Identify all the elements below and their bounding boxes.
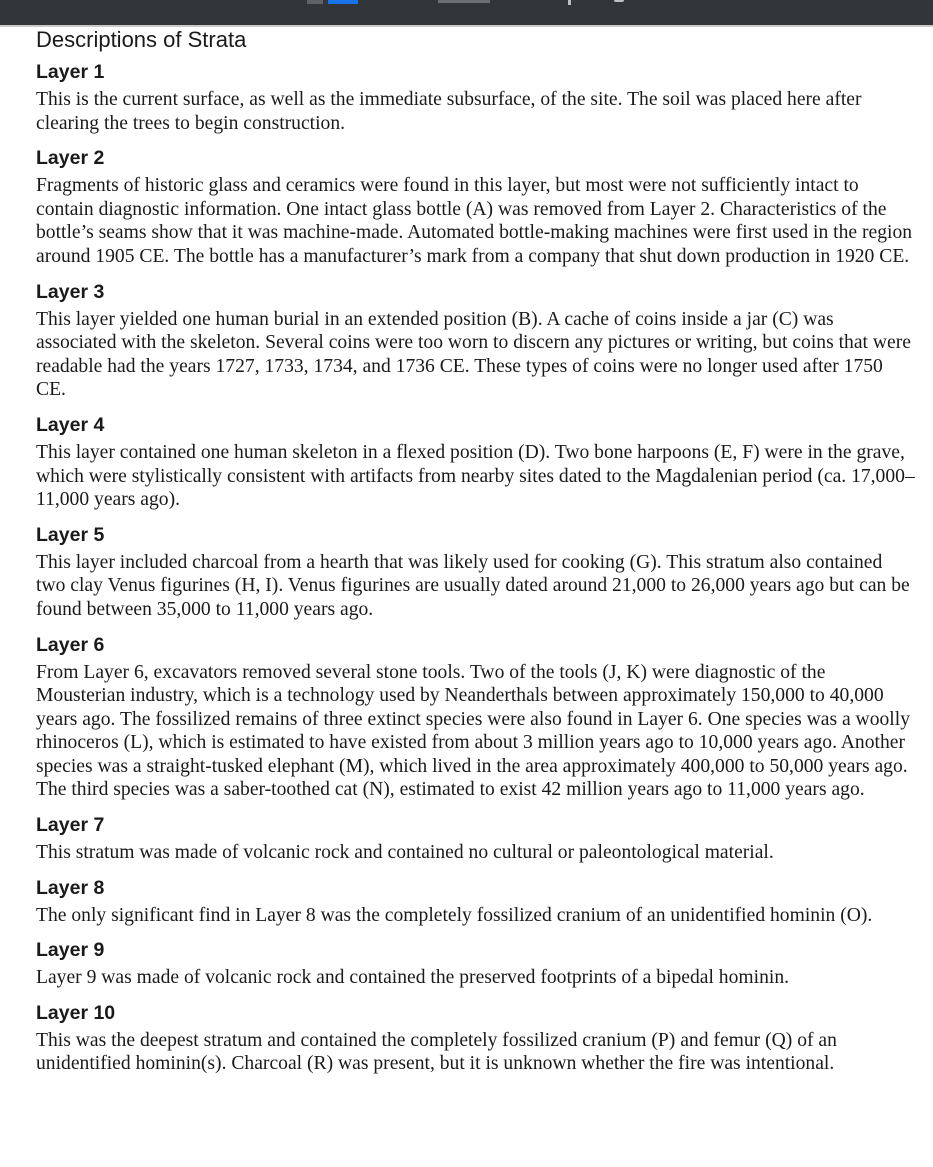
- layer-description: This layer yielded one human burial in an extended position (B). A cache of coins inside a jar (C) was associated with the skeleton. Several coins were too worn to discern any pictures or writing, but coins that were readable had the years 1727, 1733, 1734, and 1736 CE. These types of coins were no longer used after 1750 CE.: [36, 308, 911, 401]
- layer-section: [36, 876, 916, 928]
- layer-section: [36, 413, 916, 512]
- layer-section: [36, 1001, 916, 1076]
- layer-heading: Layer 10: [36, 1001, 116, 1024]
- layer-description: This layer contained one human skeleton in a flexed position (D). Two bone harpoons (E, F) were in the grave, which were stylistically consistent with artifacts from nearby sites dated to the Magdalenian period (ca. 17,000–11,000 years ago).: [36, 441, 915, 511]
- layer-section: [36, 633, 916, 803]
- layer-heading: Layer 6: [36, 633, 105, 656]
- layer-section: [36, 280, 916, 402]
- layer-description: Fragments of historic glass and ceramics were found in this layer, but most were not sufficiently intact to contain diagnostic information. One intact glass bottle (A) was removed from Layer 2. Characteristics of the bottle’s seams show that it was machine-made. Automated bottle-making machines were first used in the region around 1905 CE. The bottle has a manufacturer’s mark from a company that shut down production in 1920 CE.: [36, 175, 913, 267]
- layer-description: This was the deepest stratum and contained the completely fossilized cranium (P) and femur (Q) of an unidentified hominin(s). Charcoal (R) was present, but it is unknown whether the fire was intentional.: [36, 1029, 837, 1075]
- page-title: Descriptions of Strata: [36, 27, 247, 52]
- viewer-toolbar: [0, 0, 933, 25]
- layer-heading: Layer 1: [36, 61, 105, 83]
- layer-description: The only significant find in Layer 8 was the completely fossilized cranium of an unidentified hominin (O).: [36, 904, 873, 926]
- layer-description: This is the current surface, as well as the immediate subsurface, of the site. The soil was placed here after clearing the trees to begin construction.: [36, 89, 862, 134]
- layer-section: [36, 146, 916, 268]
- layer-heading: Layer 7: [36, 814, 105, 837]
- layer-section: [36, 523, 916, 622]
- toolbar-control-highlight[interactable]: [328, 0, 358, 4]
- layer-heading: Layer 9: [36, 939, 105, 962]
- toolbar-divider: [568, 0, 571, 5]
- layer-description: From Layer 6, excavators removed several stone tools. Two of the tools (J, K) were diagnostic of the Mousterian industry, which is a technology used by Neanderthals between approximately 150,000 to 40,000 years ago. The fossilized remains of three extinct species were also found in Layer 6. One species was a woolly rhinoceros (L), which is estimated to have existed from about 3 million years ago to 10,000 years ago. Another species was a straight-tusked elephant (M), which lived in the area approximately 400,000 to 50,000 years ago. The third species was a saber-toothed cat (N), estimated to exist 42 million years ago to 11,000 years ago.: [36, 661, 910, 801]
- layer-section: [36, 813, 916, 865]
- layer-heading: Layer 3: [36, 280, 105, 303]
- layer-heading: Layer 4: [36, 413, 105, 436]
- layer-heading: Layer 8: [36, 876, 105, 899]
- layer-description: This stratum was made of volcanic rock and contained no cultural or paleontological material.: [36, 842, 774, 864]
- rotate-icon[interactable]: [614, 0, 624, 2]
- layer-heading: Layer 2: [36, 147, 105, 170]
- document-page: [36, 26, 916, 1087]
- layer-description: This layer included charcoal from a hearth that was likely used for cooking (G). This stratum also contained two clay Venus figurines (H, I). Venus figurines are usually dated around 21,000 to 26,000 years ago but can be found between 35,000 to 11,000 years ago.: [36, 551, 910, 620]
- layer-section: [36, 60, 916, 135]
- layer-description: Layer 9 was made of volcanic rock and contained the preserved footprints of a bipedal hominin.: [36, 967, 790, 989]
- layer-heading: Layer 5: [36, 523, 105, 546]
- toolbar-control-left[interactable]: [307, 0, 323, 4]
- layer-section: [36, 938, 916, 990]
- toolbar-page-field[interactable]: [438, 0, 490, 3]
